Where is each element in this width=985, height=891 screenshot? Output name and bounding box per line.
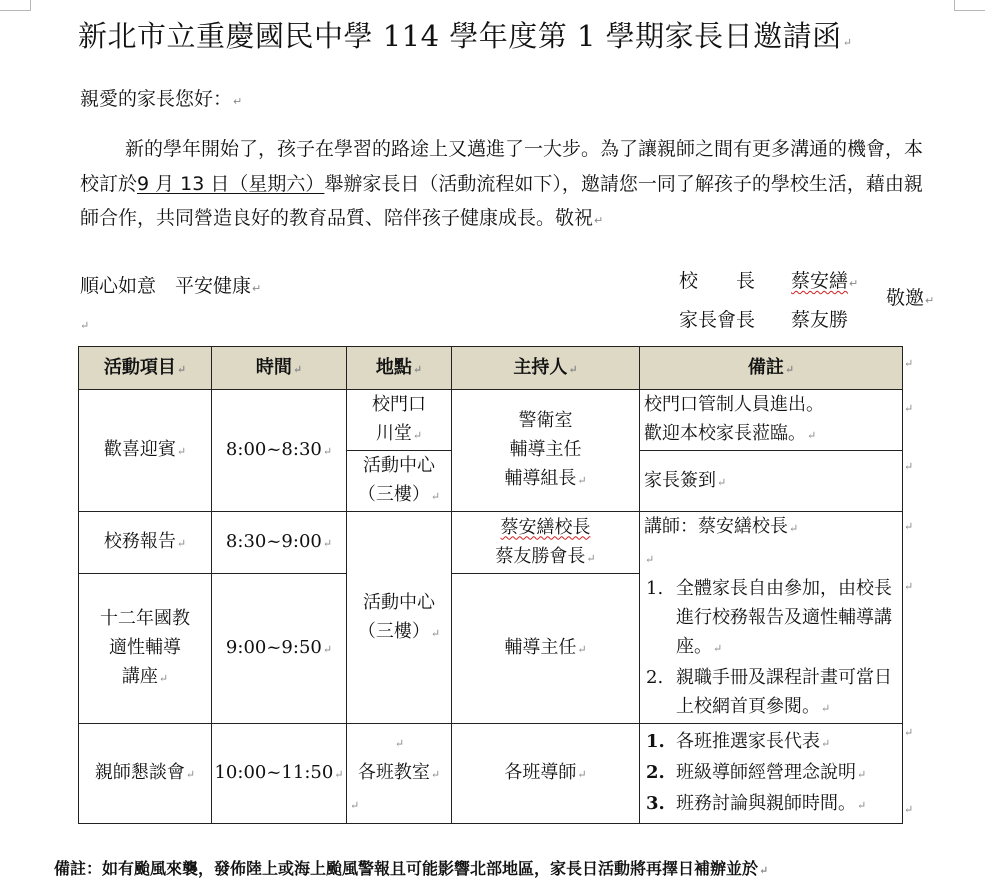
cell-location-meeting: ↵ 各班教室↵ ↵ — [347, 724, 452, 824]
signature-pta: 家長會長 蔡友勝 — [679, 309, 849, 331]
invitation-body: 新的學年開始了，孩子在學習的路途上又邁進了一大步。為了讓親師之間有更多溝通的機會，本校訂於9 月 13 日（星期六）舉辦家長日（活動流程如下），邀請您一同了解孩子的學校生活，藉由親師合作，共同營造良好的教育品質、陪伴孩子健康成長。敬祝↵ — [80, 138, 924, 229]
row-end-mark: ↵ — [904, 357, 914, 370]
header-cell: 時間↵ — [212, 347, 347, 390]
cell-note-meeting — [640, 724, 903, 824]
cell-location-gate: 校門口 川堂↵ — [347, 390, 452, 451]
cell-item-meeting: 親師懇談會↵ — [79, 724, 212, 824]
cell-host-report: 蔡安繕校長 蔡友勝會長↵ — [452, 512, 640, 574]
row-end-mark: ↵ — [904, 803, 914, 816]
list-item: 1. 各班推選家長代表↵ — [646, 731, 831, 752]
table-row — [79, 390, 903, 451]
list-item: 3. 班務討論與親師時間。↵ — [646, 793, 867, 814]
crop-mark-left — [0, 0, 31, 11]
row-end-mark: ↵ — [904, 726, 914, 739]
cell-item-guidance: 十二年國教 適性輔導 講座↵ — [79, 574, 212, 724]
list-item: 2. 親職手冊及課程計畫可當日上校網首頁參閱。↵ — [646, 667, 892, 717]
table-row — [79, 512, 903, 574]
table-row — [79, 724, 903, 824]
crop-mark-right — [954, 0, 985, 11]
cell-location-center: 活動中心 （三樓）↵ — [347, 451, 452, 512]
cell-location-shared: 活動中心 （三樓）↵ — [347, 512, 452, 724]
header-cell: 主持人↵ — [452, 347, 640, 390]
signature-principal: 校 長 蔡安繕↵ — [679, 270, 859, 292]
schedule-table — [78, 346, 903, 824]
principal-name: 蔡安繕 — [791, 270, 849, 292]
list-item: 1. 全體家長自由參加，由校長進行校務報告及適性輔導講座。↵ — [646, 578, 892, 657]
row-end-mark: ↵ — [904, 460, 914, 473]
table-header-row — [79, 347, 903, 390]
header-cell: 活動項目↵ — [79, 347, 212, 390]
row-end-mark: ↵ — [904, 580, 914, 593]
signature-closing: 敬邀↵ — [886, 287, 935, 309]
header-cell: 備註↵ — [640, 347, 903, 390]
cell-item-report: 校務報告↵ — [79, 512, 212, 574]
empty-paragraph-mark: ↵ — [80, 319, 90, 332]
header-cell: 地點↵ — [347, 347, 452, 390]
page-title: 新北市立重慶國民中學 114 學年度第 1 學期家長日邀請函↵ — [78, 19, 853, 53]
wish-line: 順心如意 平安健康↵ — [80, 275, 262, 297]
cell-time-welcome: 8:00~8:30↵ — [212, 390, 347, 512]
cell-host-meeting: 各班導師↵ — [452, 724, 640, 824]
footer-note: 備註：如有颱風來襲，發佈陸上或海上颱風警報且可能影響北部地區，家長日活動將再擇日補辦並於↵ — [54, 859, 769, 878]
meeting-notes-list — [644, 727, 900, 820]
cell-time-report: 8:30~9:00↵ — [212, 512, 347, 574]
row-end-mark: ↵ — [904, 402, 914, 415]
cell-host-guidance: 輔導主任↵ — [452, 574, 640, 724]
cell-time-meeting: 10:00~11:50↵ — [212, 724, 347, 824]
cell-host-welcome: 警衛室 輔導主任 輔導組長↵ — [452, 390, 640, 512]
list-item: 2. 班級導師經營理念說明↵ — [646, 762, 867, 783]
row-end-mark: ↵ — [904, 520, 914, 533]
greeting: 親愛的家長您好：↵ — [80, 88, 243, 110]
event-date: 9 月 13 日（星期六） — [137, 172, 325, 195]
cell-time-guidance: 9:00~9:50↵ — [212, 574, 347, 724]
report-notes-list — [644, 574, 900, 723]
cell-note-gate: 校門口管制人員進出。 歡迎本校家長蒞臨。↵ — [640, 390, 903, 451]
cell-item-welcome: 歡喜迎賓↵ — [79, 390, 212, 512]
cell-note-report: 講師：蔡安繕校長↵ ↵ 1. 全體家長自由參加，由校長進行校務報告及適性輔導講座。↵ 2. 親職手冊及課程計畫可當日上校網首頁參閱。↵ — [640, 512, 903, 724]
cell-note-signin: 家長簽到↵ — [640, 451, 903, 512]
pta-name: 蔡友勝 — [791, 309, 849, 331]
